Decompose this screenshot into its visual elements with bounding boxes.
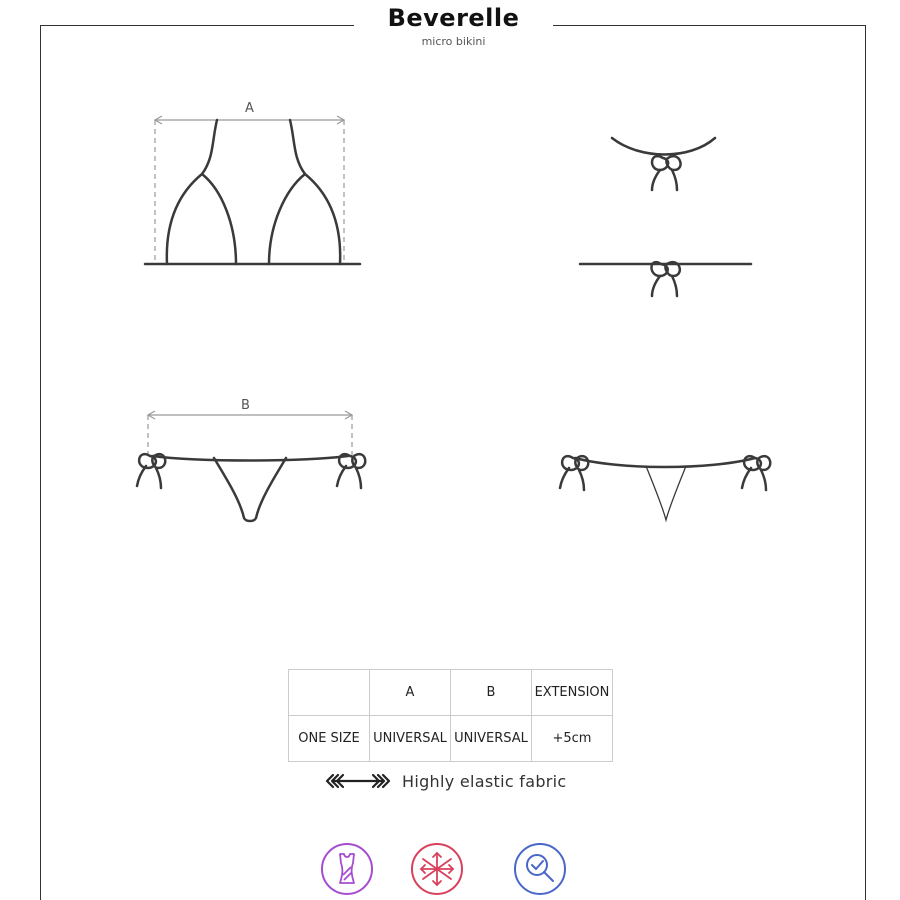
dimension-a [155, 116, 344, 262]
body-fit-icon [321, 843, 373, 895]
table-row [289, 716, 613, 762]
elastic-fabric-text: Highly elastic fabric [402, 771, 567, 791]
bikini-bottom-back [560, 456, 770, 520]
bikini-bottom-front [137, 454, 365, 521]
table-cell: UNIVERSAL [370, 716, 451, 762]
size-table-header-row [289, 670, 613, 716]
double-arrow-icon [324, 773, 392, 789]
stretch-arrows-icon [411, 843, 463, 895]
table-header-cell: EXTENSION [532, 670, 613, 716]
table-header-cell: B [451, 670, 532, 716]
bikini-top-front [145, 120, 360, 264]
elastic-fabric-note [324, 770, 567, 792]
product-title: Beverelle [387, 4, 520, 32]
table-cell: ONE SIZE [289, 716, 370, 762]
bikini-top-back [580, 138, 751, 296]
size-table [288, 669, 613, 762]
table-header-cell: A [370, 670, 451, 716]
table-header-cell [289, 670, 370, 716]
table-cell: UNIVERSAL [451, 716, 532, 762]
table-cell: +5cm [532, 716, 613, 762]
dimension-a-label: A [245, 101, 254, 116]
magnify-check-icon [514, 843, 566, 895]
dimension-b [148, 411, 352, 455]
dimension-b-label: B [241, 398, 250, 413]
product-subtitle: micro bikini [421, 35, 486, 48]
